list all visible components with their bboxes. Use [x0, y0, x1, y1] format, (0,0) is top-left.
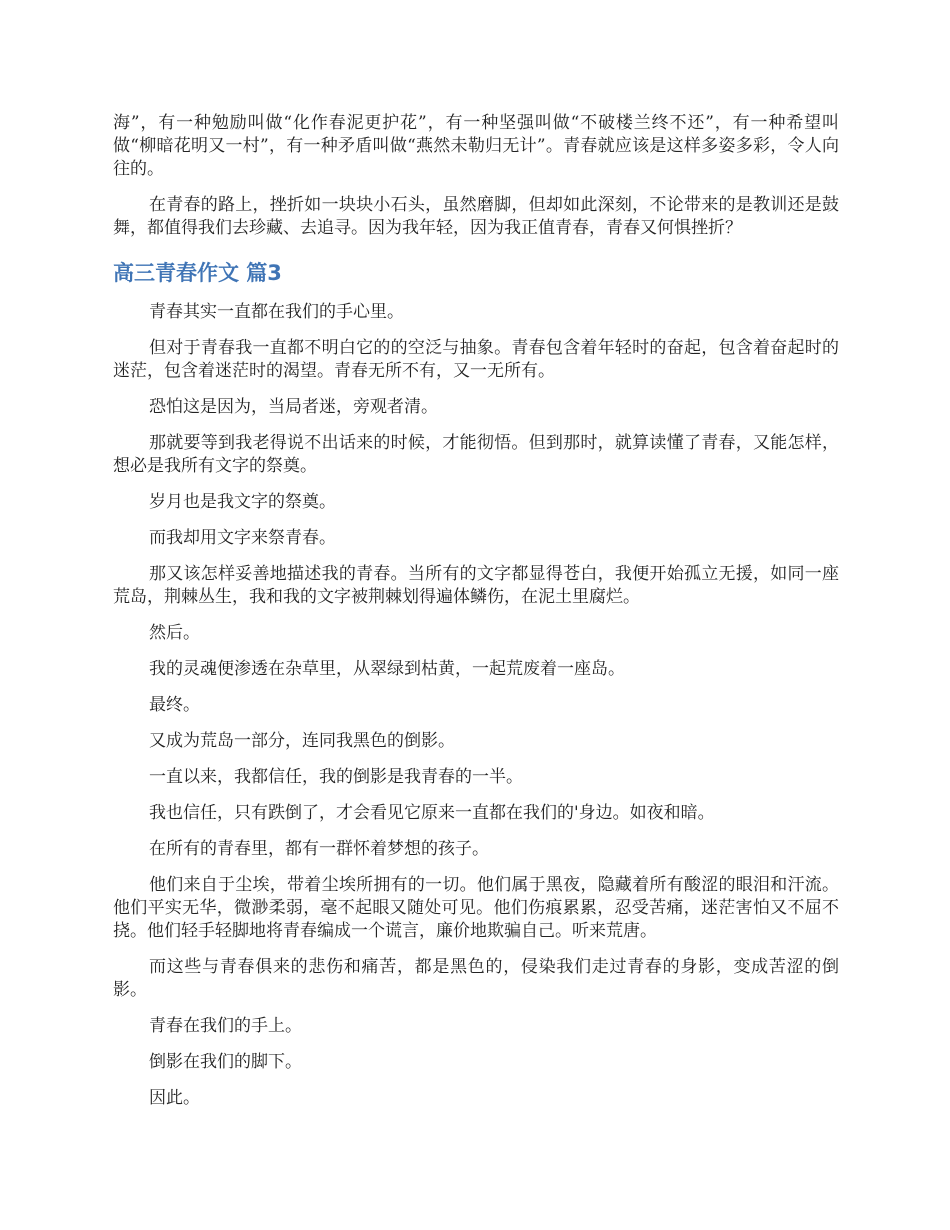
body-paragraph: 他们来自于尘埃，带着尘埃所拥有的一切。他们属于黑夜，隐藏着所有酸涩的眼泪和汗流。他们平实无华，微渺柔弱，毫不起眼又随处可见。他们伤痕累累，忍受苦痛，迷茫害怕又不屈不挠。他们轻手轻脚地将青春编成一个谎言，廉价地欺骗自己。听来荒唐。	[113, 875, 839, 941]
body-paragraph: 而这些与青春俱来的悲伤和痛苦，都是黑色的，侵染我们走过青春的身影，变成苦涩的倒影。	[113, 957, 839, 1000]
body-paragraph: 而我却用文字来祭青春。	[149, 528, 336, 548]
body-paragraph: 最终。	[149, 695, 200, 715]
document-page	[113, 112, 839, 1123]
body-paragraph: 因此。	[149, 1088, 200, 1108]
body-paragraph: 又成为荒岛一部分，连同我黑色的倒影。	[149, 731, 455, 751]
body-paragraph: 一直以来，我都信任，我的倒影是我青春的一半。	[149, 767, 523, 787]
body-paragraph: 恐怕这是因为，当局者迷，旁观者清。	[149, 397, 438, 417]
body-paragraph: 我的灵魂便渗透在杂草里，从翠绿到枯黄，一起荒废着一座岛。	[149, 659, 625, 679]
body-paragraph: 我也信任，只有跌倒了，才会看见它原来一直都在我们的'身边。如夜和暗。	[149, 803, 715, 823]
body-paragraph: 然后。	[149, 623, 200, 643]
body-paragraph: 那又该怎样妥善地描述我的青春。当所有的文字都显得苍白，我便开始孤立无援，如同一座荒岛，荆棘丛生，我和我的文字被荆棘划得遍体鳞伤，在泥土里腐烂。	[113, 564, 839, 607]
body-paragraph: 但对于青春我一直都不明白它的的空泛与抽象。青春包含着年轻时的奋起，包含着奋起时的迷茫，包含着迷茫时的渴望。青春无所不有，又一无所有。	[113, 338, 839, 381]
intro-paragraph-2: 在青春的路上，挫折如一块块小石头，虽然磨脚，但却如此深刻，不论带来的是教训还是鼓舞，都值得我们去珍藏、去追寻。因为我年轻，因为我正值青春，青春又何惧挫折？	[113, 195, 839, 238]
section-heading: 高三青春作文 篇3	[113, 261, 282, 285]
body-paragraph: 倒影在我们的脚下。	[149, 1052, 302, 1072]
body-paragraph: 岁月也是我文字的祭奠。	[149, 492, 336, 512]
body-paragraph: 青春在我们的手上。	[149, 1016, 302, 1036]
body-paragraph: 青春其实一直都在我们的手心里。	[149, 302, 404, 322]
body-paragraph: 在所有的青春里，都有一群怀着梦想的孩子。	[149, 839, 489, 859]
body-paragraph: 那就要等到我老得说不出话来的时候，才能彻悟。但到那时，就算读懂了青春，又能怎样，想必是我所有文字的祭奠。	[113, 433, 839, 476]
intro-paragraph-1: 海”，有一种勉励叫做“化作春泥更护花”，有一种坚强叫做“不破楼兰终不还”，有一种希望叫做“柳暗花明又一村”，有一种矛盾叫做“燕然未勒归无计”。青春就应该是这样多姿多彩，令人向往的。	[113, 113, 839, 179]
